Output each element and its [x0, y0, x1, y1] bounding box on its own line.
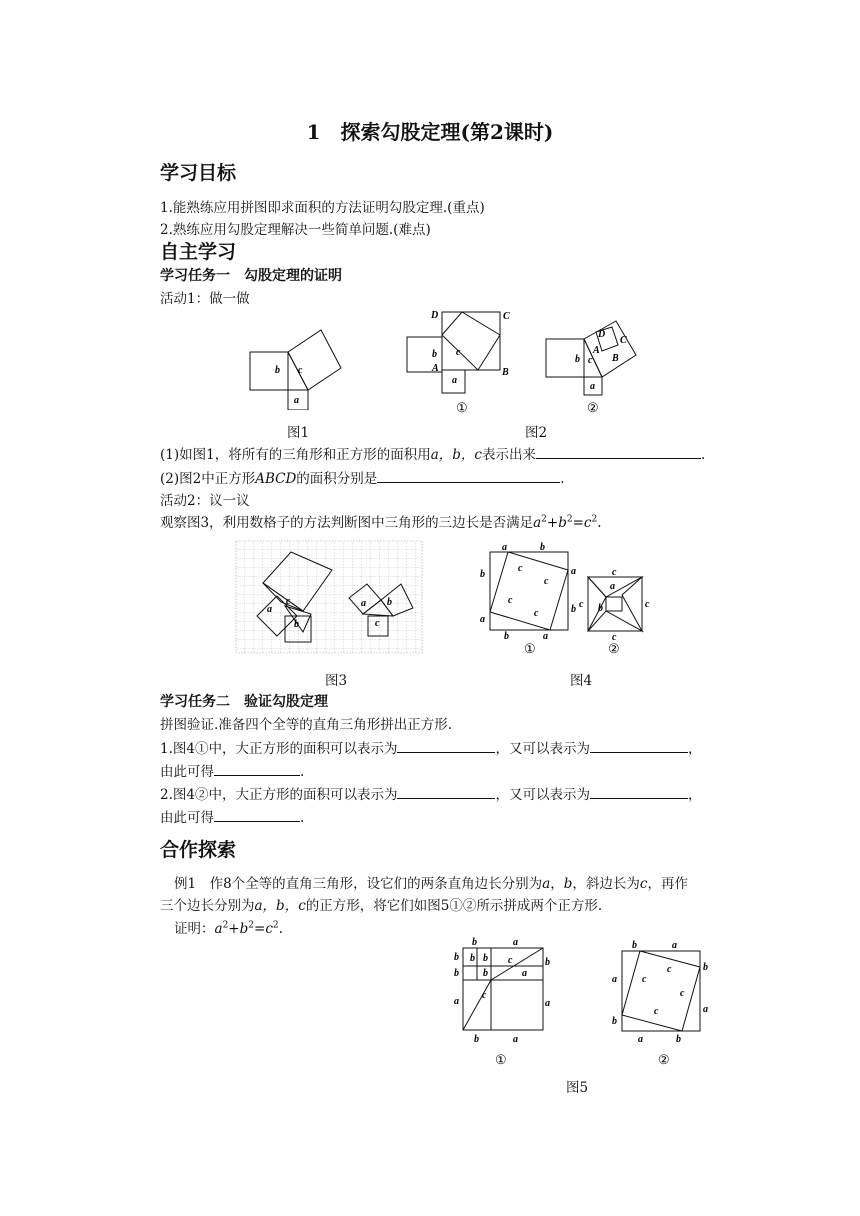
fig5-2-top-b: b [632, 940, 637, 951]
fig4-1-marker: ① [524, 641, 536, 656]
fig5-1-bottom-b: b [474, 1034, 479, 1045]
fig2-2-label-b: b [575, 354, 580, 365]
fig2-1-label-C: C [503, 311, 510, 322]
fig5-1-right-a: a [545, 998, 550, 1009]
fig5-1-inner-b2: b [483, 953, 488, 964]
fig1-label-a: a [294, 395, 299, 406]
fig3-label-a2: a [361, 598, 366, 609]
fig3-label-b2: b [387, 597, 392, 608]
fig4-2-marker: ② [608, 641, 620, 656]
fig5-2-bottom-a: a [638, 1034, 643, 1045]
fig2-2-label-C: C [620, 335, 627, 346]
fig5-2-c1: c [642, 974, 647, 985]
fig5-2-bottom-b: b [676, 1034, 681, 1045]
fig4-1-bottom-b: b [504, 631, 509, 642]
figure-5-2-diagram [610, 936, 715, 1068]
task2-heading: 学习任务二 验证勾股定理 [160, 694, 328, 710]
fig5-1-inner-c: c [508, 955, 513, 966]
fig5-2-c2: c [667, 964, 672, 975]
fig4-2-left-c: c [579, 599, 584, 610]
fig5-1-inner-a: a [522, 968, 527, 979]
section-coop-explore: 合作探索 [160, 839, 237, 861]
fig2-2-label-a: a [590, 381, 595, 392]
goal-1: 1.能熟练应用拼图即求面积的方法证明勾股定理.(重点) [160, 200, 485, 216]
task1-heading: 学习任务一 勾股定理的证明 [160, 268, 342, 284]
fig2-1-label-b: b [432, 349, 437, 360]
fig2-1-label-A: A [432, 363, 439, 374]
fig2-1-marker: ① [456, 400, 468, 415]
fig5-1-inner-b: b [470, 953, 475, 964]
activity2-label: 活动2：议一议 [160, 493, 250, 509]
fig4-1-bottom-a: a [543, 631, 548, 642]
fig5-1-top-a: a [513, 937, 518, 948]
fig5-1-bottom-a: a [513, 1034, 518, 1045]
figure-2-2-diagram [540, 315, 650, 417]
figure-2-caption: 图2 [525, 425, 548, 441]
task2-item-2: 2.图4②中，大正方形的面积可以表示为 ，又可以表示为 ， [160, 787, 702, 803]
fig5-2-right-a: a [703, 1004, 708, 1015]
fig2-1-label-a: a [452, 375, 457, 386]
figure-2-1-diagram [400, 305, 525, 417]
fig5-1-inner-b3: b [483, 968, 488, 979]
task2-item-1-cont: 由此可得 . [160, 764, 305, 780]
fig4-1-left-a: a [480, 614, 485, 625]
fig2-2-label-c: c [588, 355, 593, 366]
figure-5-1-diagram [450, 936, 555, 1068]
fig5-2-marker: ② [658, 1052, 670, 1067]
section-learning-goals: 学习目标 [160, 162, 237, 184]
fig5-1-inner-c2: c [482, 990, 487, 1001]
question-1: (1)如图1，将所有的三角形和正方形的面积用a，b，c表示出来 . [160, 447, 706, 463]
proof-line: 证明：$a^2+b^2=c^2$. [174, 920, 283, 937]
fig5-2-right-b: b [703, 962, 708, 973]
fig2-2-label-D: D [598, 329, 606, 340]
fig4-2-bottom-c: c [612, 632, 617, 643]
fig5-2-c3: c [654, 1006, 659, 1017]
fig5-2-c4: c [680, 988, 685, 999]
activity1-label: 活动1：做一做 [160, 291, 250, 307]
fig2-2-marker: ② [587, 400, 599, 415]
fig4-1-c1: c [518, 563, 523, 574]
fig4-1-c2: c [544, 576, 549, 587]
example-line-1: 例1 作8个全等的直角三角形，设它们的两条直角边长分别为a，b，斜边长为c，再作 [174, 876, 688, 892]
task2-item-1: 1.图4①中，大正方形的面积可以表示为 ，又可以表示为 ， [160, 741, 702, 757]
goal-2: 2.熟练应用勾股定理解决一些简单问题.(难点) [160, 222, 431, 238]
fig5-1-marker: ① [495, 1052, 507, 1067]
fig4-1-top-a: a [502, 542, 507, 553]
fig4-2-right-c: c [645, 599, 650, 610]
figure-3-caption: 图3 [325, 673, 348, 689]
fig2-2-label-A: A [593, 345, 600, 356]
fig3-label-c: c [286, 596, 291, 607]
fig4-2-b: b [598, 603, 603, 614]
fig5-1-left-b: b [454, 952, 459, 963]
fig4-1-right-a: a [571, 566, 576, 577]
figure-4-2-diagram [576, 565, 656, 657]
fig5-1-top-b: b [472, 937, 477, 948]
fig4-1-c4: c [534, 608, 539, 619]
fig2-1-label-B: B [502, 367, 509, 378]
fig1-label-b: b [275, 365, 280, 376]
figure-5-caption: 图5 [566, 1080, 589, 1096]
fig5-2-top-a: a [672, 940, 677, 951]
example-line-2: 三个边长分别为a，b，c的正方形，将它们如图5①②所示拼成两个正方形. [160, 898, 603, 914]
fig5-1-right-b: b [545, 957, 550, 968]
fig4-2-top-c: c [612, 567, 617, 578]
fig5-2-left-b: b [612, 1016, 617, 1027]
figure-3-grid-diagram [235, 540, 425, 656]
figure-1-caption: 图1 [287, 425, 310, 441]
fig4-2-a: a [610, 581, 615, 592]
fig3-label-b: b [294, 619, 299, 630]
fig4-1-right-b: b [571, 604, 576, 615]
fig4-1-left-b: b [480, 569, 485, 580]
fig5-1-left-a: a [454, 996, 459, 1007]
fig4-1-c3: c [508, 595, 513, 606]
fig2-1-label-c: c [456, 347, 461, 358]
figure-4-caption: 图4 [570, 673, 593, 689]
fig4-1-top-b: b [540, 542, 545, 553]
page-title: 1 探索勾股定理(第2课时) [306, 120, 554, 144]
question-2: (2)图2中正方形ABCD的面积分别是 . [160, 471, 565, 487]
fig5-2-left-a: a [612, 974, 617, 985]
task2-item-2-cont: 由此可得 . [160, 810, 305, 826]
fig3-label-c2: c [375, 618, 380, 629]
fig1-label-c: c [298, 365, 303, 376]
observe-text: 观察图3，利用数格子的方法判断图中三角形的三边长是否满足$a^2+b^2=c^2$. [160, 514, 602, 531]
section-self-study: 自主学习 [160, 241, 237, 263]
fig3-label-a: a [267, 604, 272, 615]
task2-intro: 拼图验证.准备四个全等的直角三角形拼出正方形. [160, 717, 453, 733]
figure-4-1-diagram [478, 540, 578, 656]
fig2-2-label-B: B [612, 353, 619, 364]
fig5-1-left-b2: b [454, 968, 459, 979]
fig2-1-label-D: D [431, 310, 439, 321]
figure-1-diagram [245, 325, 350, 410]
